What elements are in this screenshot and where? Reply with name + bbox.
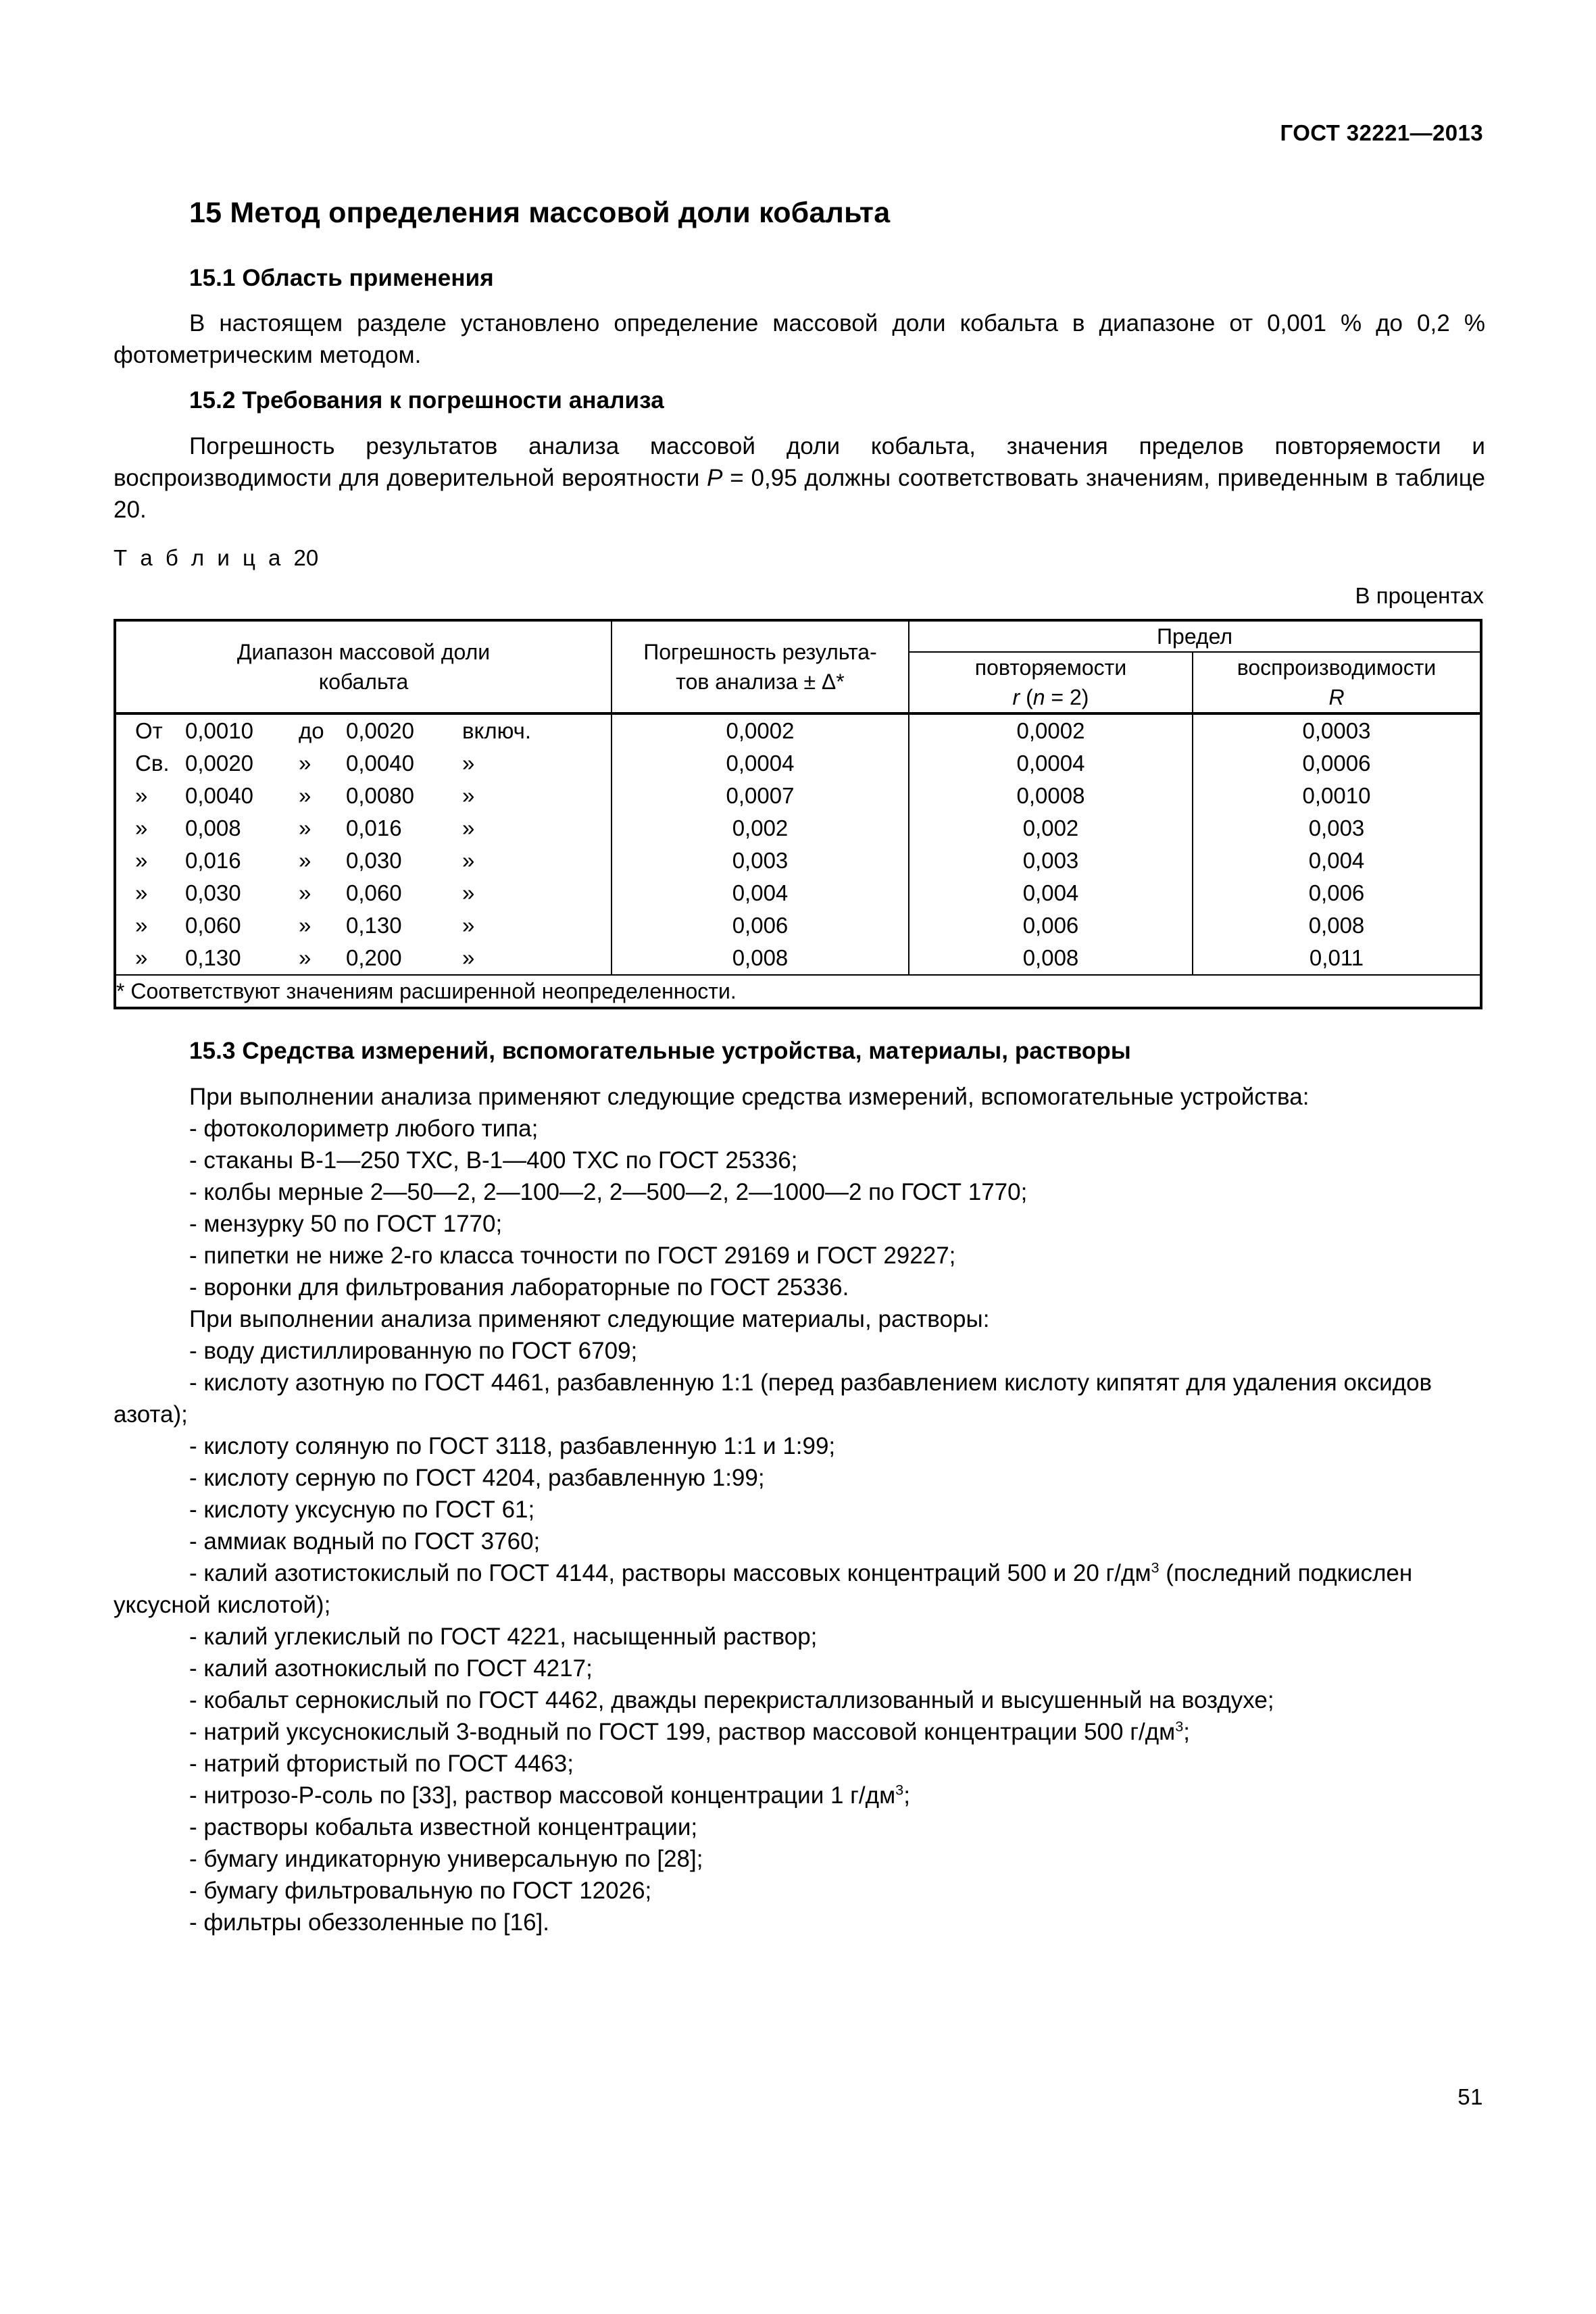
table-cell-accuracy: 0,0004 <box>726 751 795 776</box>
table-row-range <box>116 747 611 780</box>
symbol-R-upper: R <box>1328 685 1345 710</box>
range-part-2: 0,008 <box>185 815 241 841</box>
list-item: - бумагу индикаторную универсальную по [28]; <box>189 1845 703 1872</box>
table-20 <box>114 619 1482 1009</box>
table-cell-repeatability: 0,008 <box>1022 945 1079 971</box>
table-cell-reproducibility: 0,0006 <box>1302 751 1371 776</box>
table-header-row-1 <box>115 620 1481 652</box>
table-row-range <box>116 909 611 942</box>
list-item: - воду дистиллированную по ГОСТ 6709; <box>189 1337 638 1364</box>
header-accuracy-cell <box>612 620 909 713</box>
list-item: - кобальт сернокислый по ГОСТ 4462, дважды перекристаллизованный и высушенный на воздухе; <box>189 1686 1274 1713</box>
list-item: - аммиак водный по ГОСТ 3760; <box>189 1528 541 1555</box>
range-part-3: » <box>299 945 311 971</box>
range-part-4: 0,060 <box>346 880 402 906</box>
table-row-range <box>116 812 611 845</box>
paragraph-equipment-intro: При выполнении анализа применяют следующие средства измерений, вспомогательные устройства: <box>189 1083 1310 1110</box>
subsection-title-15-3: 15.3 Средства измерений, вспомогательные устройства, материалы, растворы <box>189 1038 1131 1065</box>
range-part-4: 0,0040 <box>346 751 414 776</box>
header-reproducibility-cell <box>1193 652 1481 713</box>
header-paren-open: ( <box>1020 685 1033 710</box>
data-column-repeatability <box>909 713 1193 975</box>
range-part-1: » <box>135 913 148 938</box>
list-item: - воронки для фильтрования лабораторные по ГОСТ 25336. <box>189 1274 849 1301</box>
table-caption-label: Т а б л и ц а <box>114 545 284 571</box>
list-item: - фотоколориметр любого типа; <box>189 1115 539 1142</box>
range-part-5: » <box>462 751 475 776</box>
list-item: - растворы кобальта известной концентрации; <box>189 1813 698 1840</box>
list-item-text: - калий азотистокислый по ГОСТ 4144, растворы массовых концентраций 500 и 20 $г/дм^3$ (последний подкислен уксусной кислотой); <box>114 1559 1413 1618</box>
superscript-cubic: 3 <box>1151 1559 1159 1576</box>
list-item-text: - кислоту азотную по ГОСТ 4461, разбавленную 1:1 (перед разбавлением кислоту кипятят для удаления оксидов азота); <box>114 1369 1432 1428</box>
range-part-2: 0,030 <box>185 880 241 906</box>
header-accuracy-line2: тов анализа ± Δ* <box>676 670 845 695</box>
paragraph-15-1: В настоящем разделе установлено определение массовой доли кобальта в диапазоне от 0,001 % до 0,2 % фотометрическим методом. <box>114 310 1485 369</box>
range-part-2: 0,130 <box>185 945 241 971</box>
table-cell-repeatability: 0,0008 <box>1016 783 1085 809</box>
range-part-2: 0,016 <box>185 848 241 874</box>
subsection-title-15-2: 15.2 Требования к погрешности анализа <box>189 387 664 414</box>
header-limit-group: Предел <box>909 620 1481 652</box>
superscript-cubic: 3 <box>1175 1717 1184 1735</box>
table-cell-reproducibility: 0,006 <box>1308 880 1365 906</box>
list-item: - натрий уксуснокислый 3-водный по ГОСТ 199, раствор массовой концентрации 500 $г/дм^3$; <box>189 1717 1190 1745</box>
list-item: - кислоту серную по ГОСТ 4204, разбавленную 1:99; <box>189 1464 765 1491</box>
subsection-title-15-1: 15.1 Область применения <box>189 264 494 291</box>
range-part-4: 0,200 <box>346 945 402 971</box>
range-part-5: » <box>462 880 475 906</box>
table-cell-reproducibility: 0,0010 <box>1302 783 1371 809</box>
table-cell-repeatability: 0,003 <box>1022 848 1079 874</box>
range-part-1: » <box>135 815 148 841</box>
range-part-5: » <box>462 945 475 971</box>
list-item: - нитрозо-Р-соль по [33], раствор массовой концентрации 1 $г/дм^3$; <box>189 1781 910 1809</box>
list-item: - кислоту уксусную по ГОСТ 61; <box>189 1496 535 1523</box>
section-title: 15 Метод определения массовой доли кобальта <box>189 197 891 229</box>
range-part-3: » <box>299 848 311 874</box>
range-part-2: 0,060 <box>185 913 241 938</box>
range-part-1: Св. <box>135 751 170 776</box>
list-item: - калий азотнокислый по ГОСТ 4217; <box>189 1655 593 1682</box>
table-cell-reproducibility: 0,0003 <box>1302 718 1371 744</box>
table-cell-accuracy: 0,004 <box>732 880 789 906</box>
list-item: - натрий фтористый по ГОСТ 4463; <box>189 1750 574 1777</box>
range-part-2: 0,0020 <box>185 751 253 776</box>
range-part-3: » <box>299 783 311 809</box>
paragraph-15-2-part1: Погрешность результатов анализа массовой доли кобальта, значения пределов повторяемости и воспроизводимости для доверительной вероятности <box>114 433 1485 492</box>
header-repeatability-line1: повторяемости <box>974 655 1127 680</box>
paragraph-materials-intro: При выполнении анализа применяют следующие материалы, растворы: <box>189 1305 990 1332</box>
header-range-cell <box>115 620 612 713</box>
table-cell-repeatability: 0,006 <box>1022 913 1079 938</box>
table-cell-accuracy: 0,002 <box>732 815 789 841</box>
list-item: - бумагу фильтровальную по ГОСТ 12026; <box>189 1877 652 1904</box>
table-units-note: В процентах <box>1355 583 1484 609</box>
list-item <box>114 1367 1485 1430</box>
materials-list <box>114 1335 1485 1938</box>
table-data-band <box>115 713 1481 975</box>
header-repeatability-cell <box>909 652 1193 713</box>
range-part-3: » <box>299 815 311 841</box>
table-cell-accuracy: 0,0007 <box>726 783 795 809</box>
table-footnote-row <box>115 975 1481 1008</box>
header-reproducibility-line2 <box>1193 682 1480 712</box>
range-part-5: » <box>462 848 475 874</box>
data-column-accuracy <box>612 713 909 975</box>
range-part-5: » <box>462 815 475 841</box>
symbol-r-lower: r <box>1012 685 1020 710</box>
table-cell-repeatability: 0,0004 <box>1016 751 1085 776</box>
header-range-line2: кобальта <box>318 670 409 695</box>
table-cell-accuracy: 0,0002 <box>726 718 795 744</box>
range-part-3: до <box>299 718 324 744</box>
data-column-reproducibility <box>1193 713 1481 975</box>
table-cell-accuracy: 0,008 <box>732 945 789 971</box>
list-item: - колбы мерные 2—50—2, 2—100—2, 2—500—2, 2—1000—2 по ГОСТ 1770; <box>189 1178 1028 1205</box>
table-caption <box>114 543 1485 573</box>
header-range-line1: Диапазон массовой доли <box>236 640 491 665</box>
equipment-list <box>114 1113 1485 1303</box>
list-item: - кислоту соляную по ГОСТ 3118, разбавленную 1:1 и 1:99; <box>189 1432 836 1459</box>
range-part-4: 0,030 <box>346 848 402 874</box>
table-row-range <box>116 845 611 877</box>
superscript-cubic: 3 <box>895 1781 904 1799</box>
range-part-1: От <box>135 718 163 744</box>
table-row-range <box>116 877 611 909</box>
range-part-1: » <box>135 848 148 874</box>
table-cell-accuracy: 0,006 <box>732 913 789 938</box>
table-cell-reproducibility: 0,011 <box>1309 945 1364 971</box>
range-part-1: » <box>135 945 148 971</box>
paragraph-15-2 <box>114 430 1485 526</box>
range-part-2: 0,0010 <box>185 718 253 744</box>
range-part-1: » <box>135 880 148 906</box>
data-column-range <box>115 713 612 975</box>
table-row-range <box>116 780 611 812</box>
table-cell-accuracy: 0,003 <box>732 848 789 874</box>
header-n-value: = 2) <box>1045 685 1089 710</box>
running-header-standard-ref: ГОСТ 32221—2013 <box>1280 120 1483 145</box>
range-part-1: » <box>135 783 148 809</box>
table-cell-repeatability: 0,0002 <box>1016 718 1085 744</box>
range-part-3: » <box>299 913 311 938</box>
range-part-5: » <box>462 783 475 809</box>
table-cell-repeatability: 0,002 <box>1022 815 1079 841</box>
range-part-5: » <box>462 913 475 938</box>
list-item: - пипетки не ниже 2-го класса точности по ГОСТ 29169 и ГОСТ 29227; <box>189 1242 956 1269</box>
table-row-range <box>116 715 611 747</box>
table-caption-number: 20 <box>293 545 319 571</box>
list-item <box>114 1557 1485 1621</box>
page-number: 51 <box>1457 2084 1483 2109</box>
page-content <box>114 196 1485 1938</box>
range-part-5: включ. <box>462 718 531 744</box>
range-part-4: 0,016 <box>346 815 402 841</box>
probability-symbol: P <box>707 465 723 492</box>
header-repeatability-line2 <box>909 682 1192 712</box>
range-part-4: 0,0020 <box>346 718 414 744</box>
table-row-range <box>116 942 611 974</box>
table-footnote: * Соответствуют значениям расширенной неопределенности. <box>115 975 1481 1008</box>
list-item: - калий углекислый по ГОСТ 4221, насыщенный раствор; <box>189 1623 818 1650</box>
range-part-3: » <box>299 880 311 906</box>
range-part-3: » <box>299 751 311 776</box>
list-item: - фильтры обеззоленные по [16]. <box>189 1909 549 1936</box>
paragraph-15-2-part2: = 0,95 должны соответствовать значениям, приведенным в таблице 20. <box>114 465 1486 524</box>
range-part-4: 0,0080 <box>346 783 414 809</box>
header-reproducibility-line1: воспроизводимости <box>1237 655 1437 680</box>
range-part-2: 0,0040 <box>185 783 253 809</box>
symbol-n: n <box>1032 685 1045 710</box>
list-item: - мензурку 50 по ГОСТ 1770; <box>189 1210 503 1237</box>
range-part-4: 0,130 <box>346 913 402 938</box>
table-cell-reproducibility: 0,004 <box>1308 848 1365 874</box>
list-item: - стаканы В-1—250 ТХС, В-1—400 ТХС по ГОСТ 25336; <box>189 1147 798 1174</box>
table-cell-repeatability: 0,004 <box>1022 880 1079 906</box>
header-accuracy-line1: Погрешность результа- <box>643 640 877 665</box>
table-cell-reproducibility: 0,008 <box>1308 913 1365 938</box>
table-cell-reproducibility: 0,003 <box>1308 815 1365 841</box>
